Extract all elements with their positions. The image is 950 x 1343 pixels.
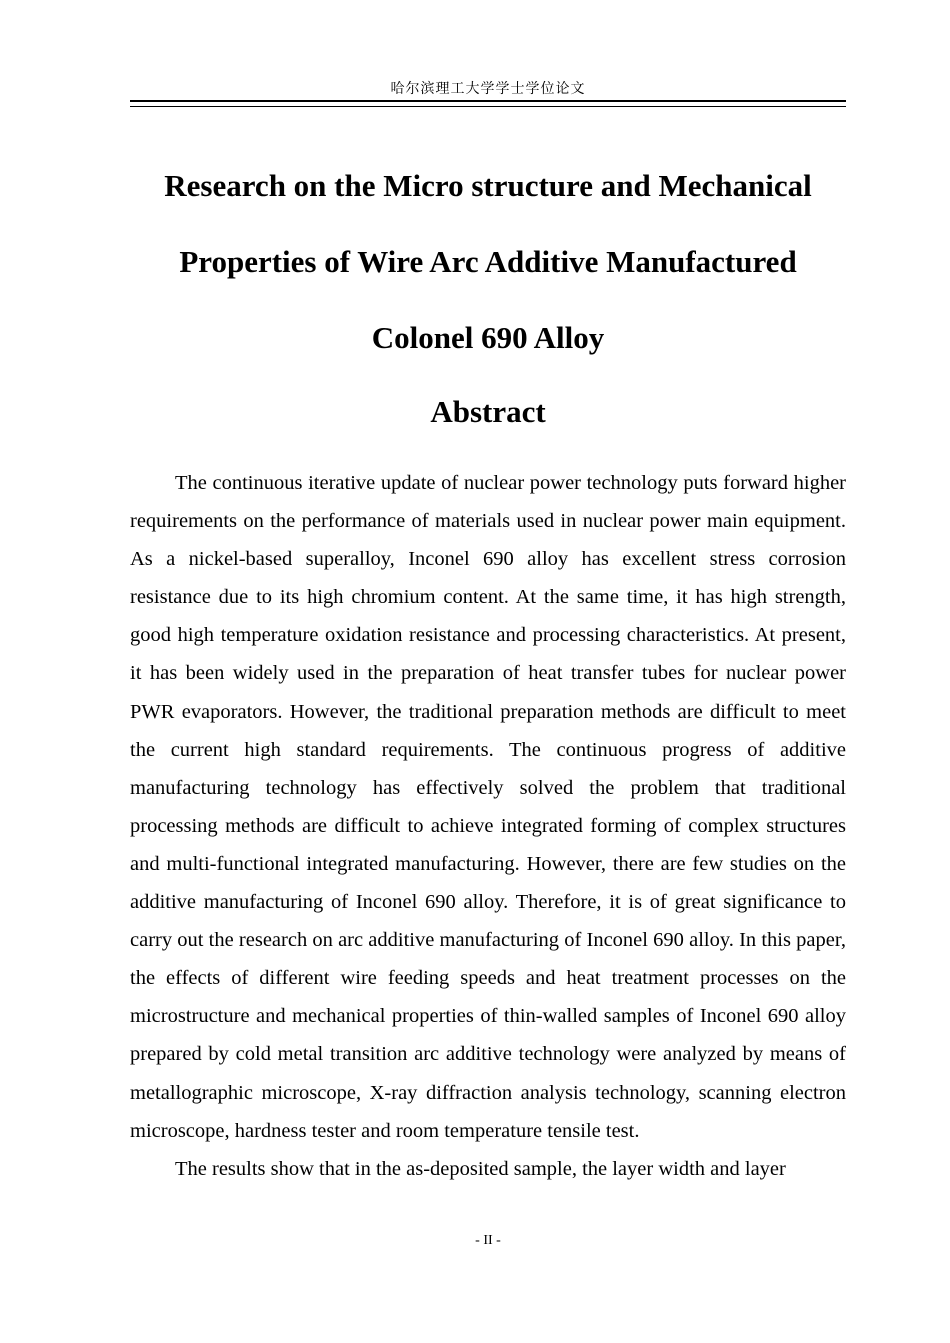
page-number: - II - <box>475 1233 501 1248</box>
thesis-title <box>130 148 846 376</box>
abstract-paragraph: The continuous iterative update of nuclear power technology puts forward higher requirements on the performance of materials used in nuclear power main equipment. As a nickel-based superalloy, Inconel 690 alloy has excellent stress corrosion resistance due to its high chromium content. At the same time, it has high strength, good high temperature oxidation resistance and processing characteristics. At present, it has been widely used in the preparation of heat transfer tubes for nuclear power PWR evaporators. However, the traditional preparation methods are difficult to meet the current high standard requirements. The continuous progress of additive manufacturing technology has effectively solved the problem that traditional processing methods are difficult to achieve integrated forming of complex structures and multi-functional integrated manufacturing. However, there are few studies on the additive manufacturing of Inconel 690 alloy. Therefore, it is of great significance to carry out the research on arc additive manufacturing of Inconel 690 alloy. In this paper, the effects of different wire feeding speeds and heat treatment processes on the microstructure and mechanical properties of thin-walled samples of Inconel 690 alloy prepared by cold metal transition arc additive technology were analyzed by means of metallographic microscope, X-ray diffraction analysis technology, scanning electron microscope, hardness tester and room temperature tensile test. <box>130 472 846 1142</box>
title-line: Colonel 690 Alloy <box>371 320 605 355</box>
abstract-heading: Abstract <box>430 394 546 429</box>
abstract-paragraph: The results show that in the as-deposited sample, the layer width and layer <box>175 1157 786 1180</box>
header-rule-thick <box>130 100 846 102</box>
title-line: Research on the Micro structure and Mechanical <box>164 168 812 203</box>
abstract-body <box>130 464 846 1188</box>
header-rule-thin <box>130 106 846 107</box>
title-line: Properties of Wire Arc Additive Manufactured <box>179 244 797 279</box>
running-header: 哈尔滨理工大学学士学位论文 <box>390 81 586 97</box>
